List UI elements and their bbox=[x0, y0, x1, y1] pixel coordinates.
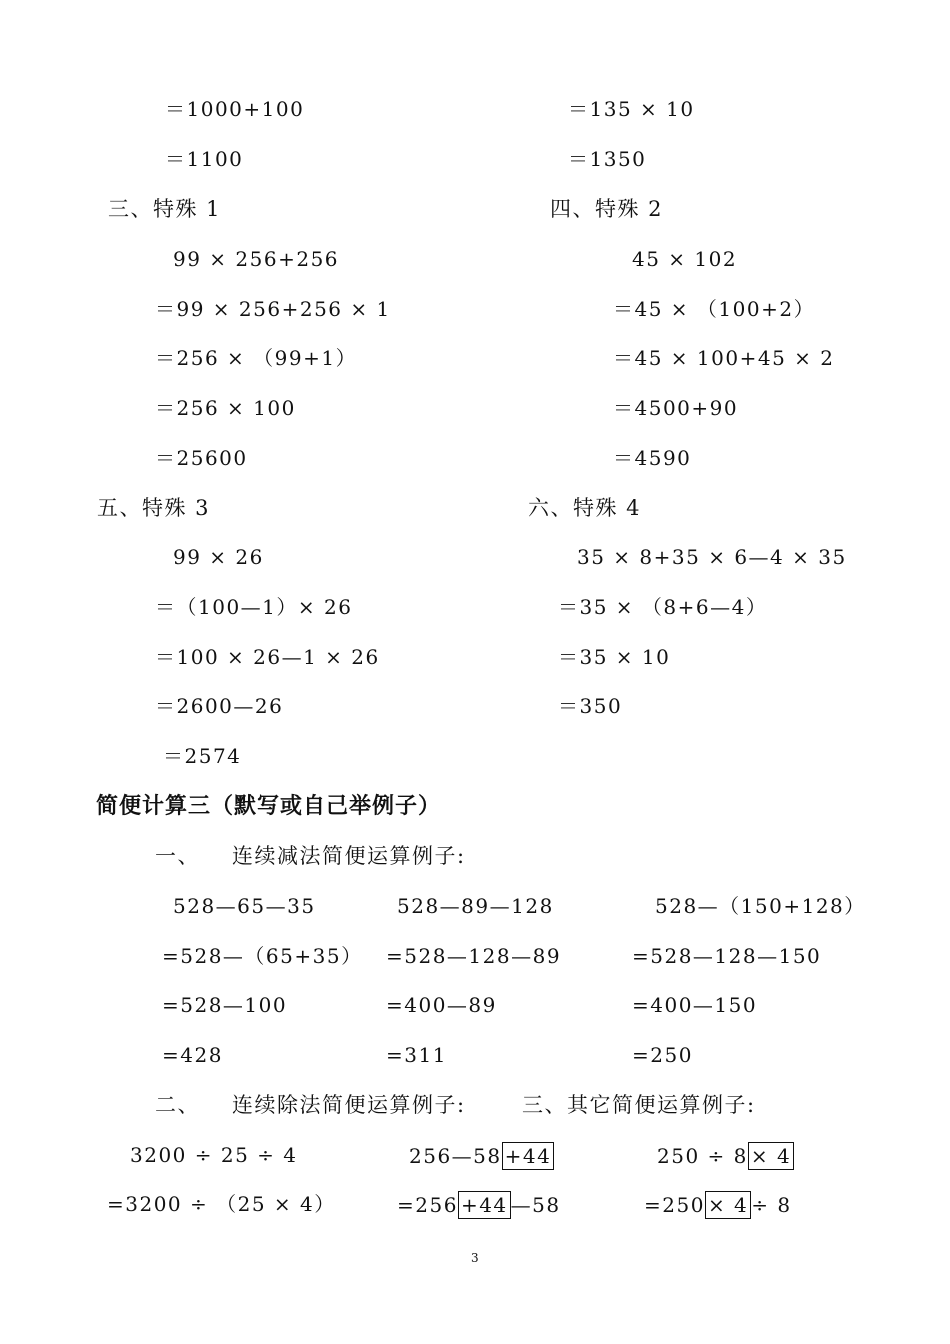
subtraction-col-2-line: =528—128—89 bbox=[386, 944, 562, 968]
expr-text: 250 ÷ 8 bbox=[657, 1144, 748, 1168]
subtraction-col-2-line: 528—89—128 bbox=[397, 894, 554, 918]
subtraction-col-1-line: =528—（65+35） bbox=[162, 944, 363, 968]
subtraction-col-3-line: =400—150 bbox=[632, 993, 758, 1017]
sub-2-title: 连续除法简便运算例子: bbox=[232, 1093, 466, 1117]
section-3-line: ＝256 × （99+1） bbox=[155, 346, 358, 370]
boxed-term: +44 bbox=[458, 1191, 511, 1219]
expr-text: —58 bbox=[510, 1193, 561, 1217]
other-example-2-line-1 bbox=[657, 1142, 794, 1170]
sub-1-title: 连续减法简便运算例子: bbox=[232, 844, 466, 868]
section-4-line: ＝4500+90 bbox=[613, 396, 739, 420]
part-3-title: 简便计算三（默写或自己举例子） bbox=[96, 794, 442, 819]
section-4-line: 45 × 102 bbox=[632, 247, 738, 271]
section-6-line: 35 × 8+35 × 6—4 × 35 bbox=[577, 545, 847, 569]
section-6-line: ＝35 × 10 bbox=[558, 645, 671, 669]
section-4-line: ＝45 × 100+45 × 2 bbox=[613, 346, 835, 370]
section-5-line: ＝100 × 26—1 × 26 bbox=[155, 645, 380, 669]
section-5-line: ＝2600—26 bbox=[155, 694, 284, 718]
section-4-heading: 四、特殊 2 bbox=[550, 197, 664, 221]
division-line: =3200 ÷ （25 × 4） bbox=[107, 1192, 336, 1216]
boxed-term: × 4 bbox=[748, 1142, 794, 1170]
section-4-line: ＝4590 bbox=[613, 446, 692, 470]
section-6-line: ＝350 bbox=[558, 694, 623, 718]
section-3-line: ＝25600 bbox=[155, 446, 248, 470]
section-4-line: ＝45 × （100+2） bbox=[613, 297, 816, 321]
page-number: 3 bbox=[471, 1251, 479, 1265]
section-5-heading: 五、特殊 3 bbox=[97, 496, 211, 520]
subtraction-col-3-line: =528—128—150 bbox=[632, 944, 822, 968]
boxed-term: × 4 bbox=[705, 1191, 751, 1219]
section-5-line: ＝2574 bbox=[163, 744, 242, 768]
section-3-line: ＝99 × 256+256 × 1 bbox=[155, 297, 391, 321]
subtraction-col-1-line: =528—100 bbox=[162, 993, 288, 1017]
expr-text: =250 bbox=[644, 1193, 705, 1217]
top-left-line-2: ＝1100 bbox=[165, 147, 244, 171]
other-example-1-line-2 bbox=[397, 1191, 561, 1219]
other-example-2-line-2 bbox=[644, 1191, 792, 1219]
section-6-heading: 六、特殊 4 bbox=[528, 496, 642, 520]
expr-text: ÷ 8 bbox=[751, 1193, 792, 1217]
expr-text: =256 bbox=[397, 1193, 458, 1217]
section-5-line: ＝（100—1）× 26 bbox=[155, 595, 353, 619]
sub-2-number: 二、 bbox=[155, 1093, 200, 1117]
expr-text: 256—58 bbox=[409, 1144, 502, 1168]
section-3-line: 99 × 256+256 bbox=[173, 247, 340, 271]
section-6-line: ＝35 × （8+6—4） bbox=[558, 595, 768, 619]
top-left-line-1: ＝1000+100 bbox=[165, 97, 305, 121]
sub-3-title: 三、其它简便运算例子: bbox=[522, 1093, 756, 1117]
section-3-heading: 三、特殊 1 bbox=[108, 197, 222, 221]
other-example-1-line-1 bbox=[409, 1142, 554, 1170]
subtraction-col-1-line: 528—65—35 bbox=[173, 894, 316, 918]
subtraction-col-3-line: 528—（150+128） bbox=[655, 894, 866, 918]
top-right-line-2: ＝1350 bbox=[568, 147, 647, 171]
top-right-line-1: ＝135 × 10 bbox=[568, 97, 695, 121]
section-3-line: ＝256 × 100 bbox=[155, 396, 296, 420]
subtraction-col-2-line: =311 bbox=[386, 1043, 447, 1067]
boxed-term: +44 bbox=[502, 1142, 555, 1170]
subtraction-col-1-line: =428 bbox=[162, 1043, 223, 1067]
sub-1-number: 一、 bbox=[155, 844, 200, 868]
division-line: 3200 ÷ 25 ÷ 4 bbox=[130, 1143, 298, 1167]
subtraction-col-3-line: =250 bbox=[632, 1043, 693, 1067]
subtraction-col-2-line: =400—89 bbox=[386, 993, 497, 1017]
section-5-line: 99 × 26 bbox=[173, 545, 264, 569]
